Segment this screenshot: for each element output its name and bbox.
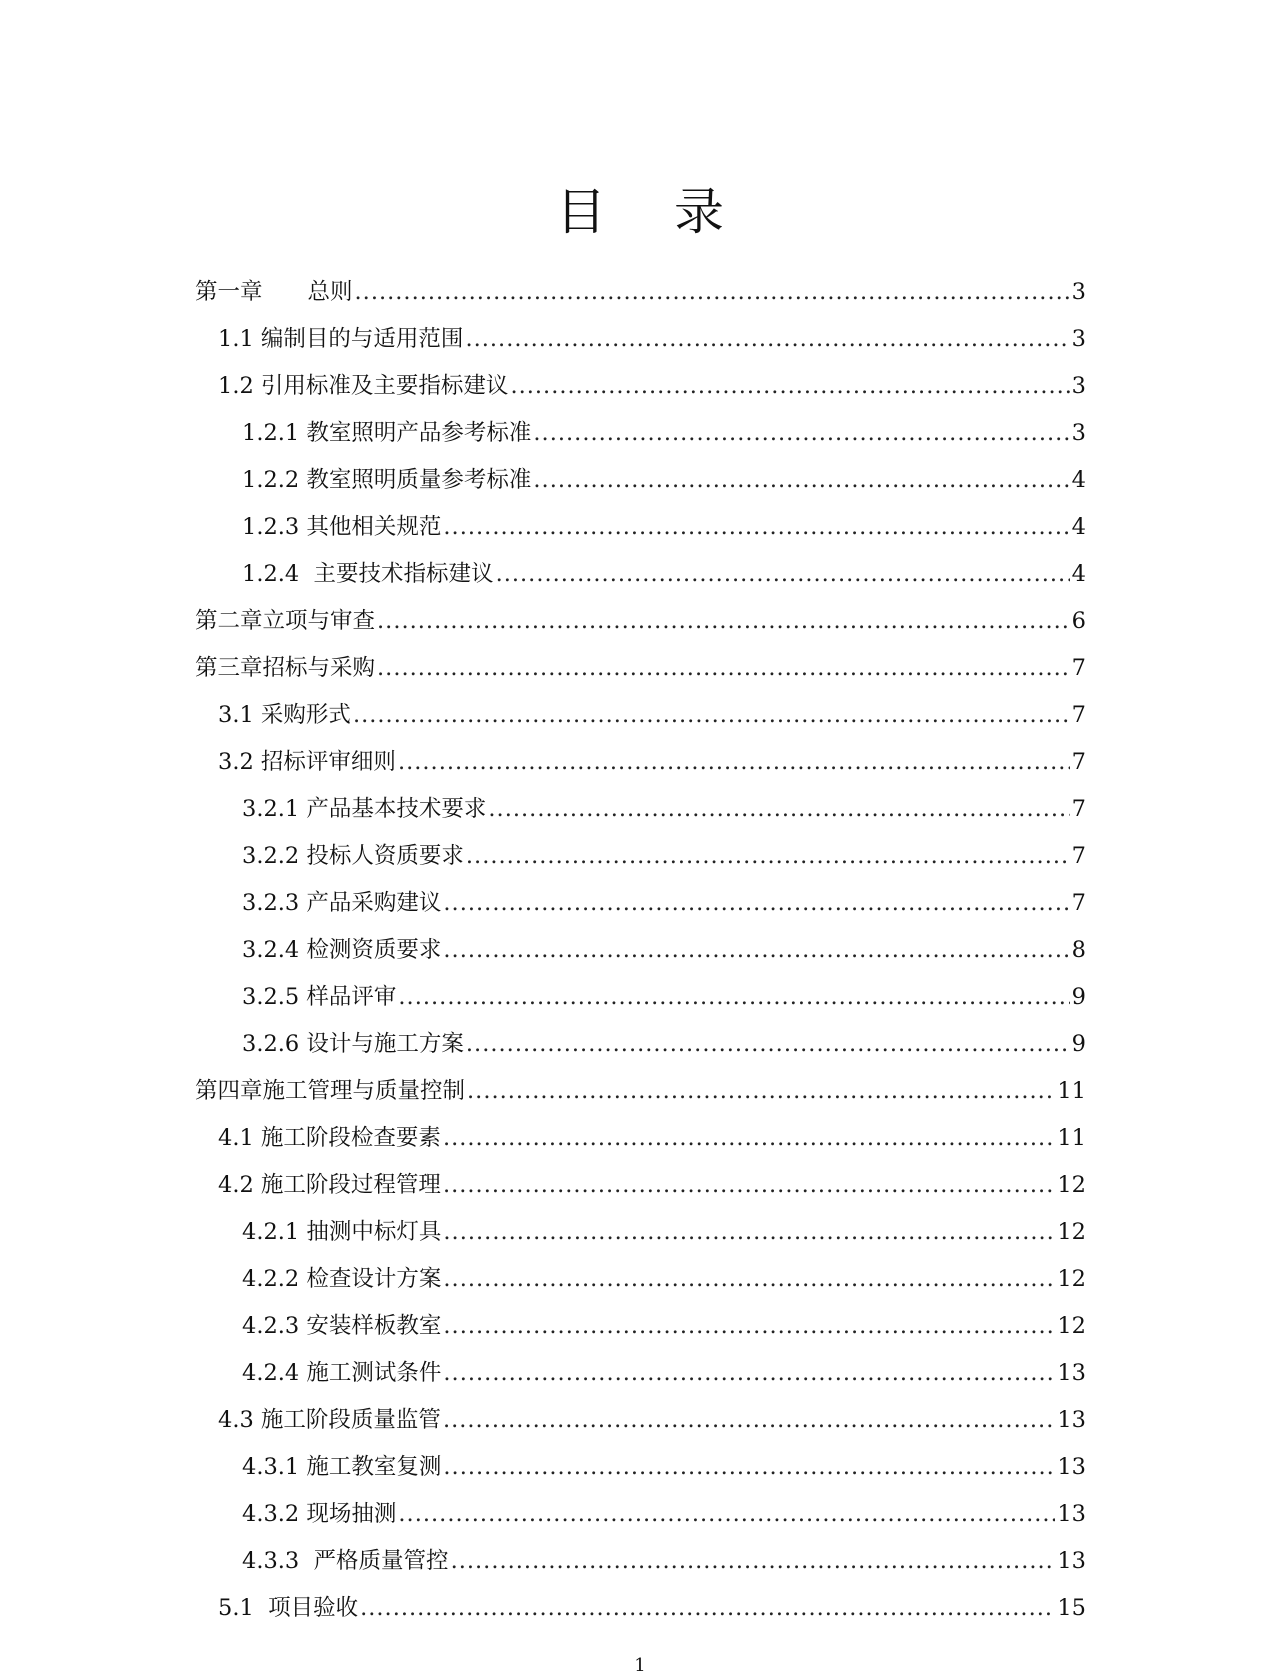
toc-entry-label: 4.3.2 现场抽测 <box>242 1501 397 1527</box>
toc-entry-label: 3.2.6 设计与施工方案 <box>242 1031 464 1057</box>
toc-entry[interactable] <box>218 1590 1086 1626</box>
toc-entry[interactable] <box>242 1026 1086 1062</box>
toc-dot-leader <box>398 744 1070 780</box>
toc-entry-page: 9 <box>1071 984 1086 1010</box>
toc-entry-label: 第三章招标与采购 <box>195 655 376 681</box>
toc-dot-leader <box>496 556 1070 592</box>
toc-dot-leader <box>443 1355 1055 1391</box>
toc-entry-label: 4.2 施工阶段过程管理 <box>218 1172 441 1198</box>
toc-entry[interactable] <box>242 1543 1086 1579</box>
toc-entry-page: 3 <box>1071 279 1086 305</box>
toc-entry[interactable] <box>218 1402 1086 1438</box>
toc-entry-label: 3.2.4 检测资质要求 <box>242 937 442 963</box>
toc-entry[interactable] <box>242 556 1086 592</box>
page-title: 目 录 <box>556 183 750 241</box>
toc-entry[interactable] <box>242 1308 1086 1344</box>
toc-entry-page: 7 <box>1071 796 1086 822</box>
toc-entry-page: 13 <box>1057 1454 1086 1480</box>
toc-entry-page: 13 <box>1057 1548 1086 1574</box>
toc-entry-page: 4 <box>1071 467 1086 493</box>
toc-dot-leader <box>353 697 1070 733</box>
toc-entry-page: 7 <box>1071 702 1086 728</box>
toc-dot-leader <box>443 1214 1055 1250</box>
toc-entry[interactable] <box>218 368 1086 404</box>
toc-entry-page: 13 <box>1057 1501 1086 1527</box>
toc-entry[interactable] <box>242 509 1086 545</box>
toc-entry-page: 4 <box>1071 561 1086 587</box>
toc-dot-leader <box>466 838 1070 874</box>
toc-entry-page: 3 <box>1071 420 1086 446</box>
toc-entry-label: 第一章 总则 <box>195 279 353 305</box>
toc-entry[interactable] <box>218 697 1086 733</box>
toc-entry-label: 第二章立项与审查 <box>195 608 376 634</box>
toc-entry[interactable] <box>242 791 1086 827</box>
toc-entry[interactable] <box>218 744 1086 780</box>
toc-dot-leader <box>377 603 1070 639</box>
toc-entry-page: 12 <box>1057 1313 1086 1339</box>
toc-entry[interactable] <box>242 1261 1086 1297</box>
toc-entry-page: 11 <box>1057 1078 1086 1104</box>
toc-dot-leader <box>443 932 1069 968</box>
toc-entry-label: 3.2.5 样品评审 <box>242 984 397 1010</box>
toc-entry-label: 4.2.1 抽测中标灯具 <box>242 1219 442 1245</box>
toc-entry-page: 9 <box>1071 1031 1086 1057</box>
page-number: 1 <box>634 1655 646 1676</box>
toc-dot-leader <box>443 509 1069 545</box>
toc-entry[interactable] <box>242 885 1086 921</box>
toc-entry-label: 3.2.3 产品采购建议 <box>242 890 442 916</box>
toc-dot-leader <box>398 979 1069 1015</box>
toc-entry-page: 7 <box>1071 843 1086 869</box>
toc-entry-page: 6 <box>1071 608 1086 634</box>
toc-entry-page: 11 <box>1057 1125 1086 1151</box>
toc-entry-page: 13 <box>1057 1360 1086 1386</box>
toc-entry-label: 1.2 引用标准及主要指标建议 <box>218 373 509 399</box>
toc-dot-leader <box>377 650 1070 686</box>
toc-entry[interactable] <box>242 838 1086 874</box>
toc-entry[interactable] <box>218 1120 1086 1156</box>
toc-entry[interactable] <box>242 979 1086 1015</box>
toc-entry-label: 4.1 施工阶段检查要素 <box>218 1125 441 1151</box>
toc-dot-leader <box>443 1120 1055 1156</box>
toc-entry-page: 7 <box>1071 890 1086 916</box>
toc-dot-leader <box>488 791 1069 827</box>
toc-entry-label: 4.2.4 施工测试条件 <box>242 1360 442 1386</box>
toc-dot-leader <box>443 1261 1055 1297</box>
toc-entry-label: 1.1 编制目的与适用范围 <box>218 326 464 352</box>
toc-entry[interactable] <box>242 1355 1086 1391</box>
toc-entry-page: 12 <box>1057 1219 1086 1245</box>
toc-entry-label: 1.2.4 主要技术指标建议 <box>242 561 494 587</box>
toc-dot-leader <box>443 1308 1055 1344</box>
toc-entry[interactable] <box>242 1214 1086 1250</box>
toc-entry-label: 1.2.2 教室照明质量参考标准 <box>242 467 532 493</box>
toc-entry-label: 3.2 招标评审细则 <box>218 749 396 775</box>
toc-dot-leader <box>467 1073 1055 1109</box>
toc-dot-leader <box>465 321 1069 357</box>
toc-entry-page: 12 <box>1057 1266 1086 1292</box>
toc-entry[interactable] <box>218 1167 1086 1203</box>
toc-entry[interactable] <box>242 1496 1086 1532</box>
toc-entry[interactable] <box>195 603 1086 639</box>
toc-entry[interactable] <box>195 274 1086 310</box>
toc-dot-leader <box>466 1026 1070 1062</box>
toc-dot-leader <box>443 885 1069 921</box>
toc-dot-leader <box>443 1402 1055 1438</box>
toc-dot-leader <box>360 1590 1055 1626</box>
toc-dot-leader <box>443 1167 1055 1203</box>
toc-entry[interactable] <box>242 932 1086 968</box>
toc-entry[interactable] <box>242 462 1086 498</box>
toc-entry-label: 3.1 采购形式 <box>218 702 351 728</box>
toc-entry[interactable] <box>242 1449 1086 1485</box>
toc-entry-label: 第四章施工管理与质量控制 <box>195 1078 466 1104</box>
toc-entry-page: 12 <box>1057 1172 1086 1198</box>
toc-entry-label: 4.3.1 施工教室复测 <box>242 1454 442 1480</box>
toc-entry-label: 4.3.3 严格质量管控 <box>242 1548 449 1574</box>
toc-entry[interactable] <box>218 321 1086 357</box>
toc-entry-label: 3.2.2 投标人资质要求 <box>242 843 464 869</box>
toc-dot-leader <box>398 1496 1055 1532</box>
toc-dot-leader <box>451 1543 1056 1579</box>
toc-entry-label: 4.2.2 检查设计方案 <box>242 1266 442 1292</box>
toc-dot-leader <box>533 415 1069 451</box>
toc-entry-page: 4 <box>1071 514 1086 540</box>
toc-entry-page: 7 <box>1071 749 1086 775</box>
toc-dot-leader <box>355 274 1070 310</box>
toc-dot-leader <box>510 368 1069 404</box>
toc-dot-leader <box>533 462 1069 498</box>
toc-entry-label: 1.2.1 教室照明产品参考标准 <box>242 420 532 446</box>
toc-entry[interactable] <box>242 415 1086 451</box>
toc-entry[interactable] <box>195 1073 1086 1109</box>
toc-entry-label: 3.2.1 产品基本技术要求 <box>242 796 487 822</box>
toc-entry-page: 13 <box>1057 1407 1086 1433</box>
toc-entry-label: 4.3 施工阶段质量监管 <box>218 1407 441 1433</box>
toc-entry-page: 3 <box>1071 326 1086 352</box>
toc-entry-label: 4.2.3 安装样板教室 <box>242 1313 442 1339</box>
toc-entry-label: 1.2.3 其他相关规范 <box>242 514 442 540</box>
toc-entry-page: 8 <box>1071 937 1086 963</box>
toc-entry-page: 15 <box>1057 1595 1086 1621</box>
toc-entry-page: 7 <box>1071 655 1086 681</box>
toc-entry-label: 5.1 项目验收 <box>218 1595 359 1621</box>
toc-entry-page: 3 <box>1071 373 1086 399</box>
toc-entry[interactable] <box>195 650 1086 686</box>
toc-dot-leader <box>443 1449 1055 1485</box>
